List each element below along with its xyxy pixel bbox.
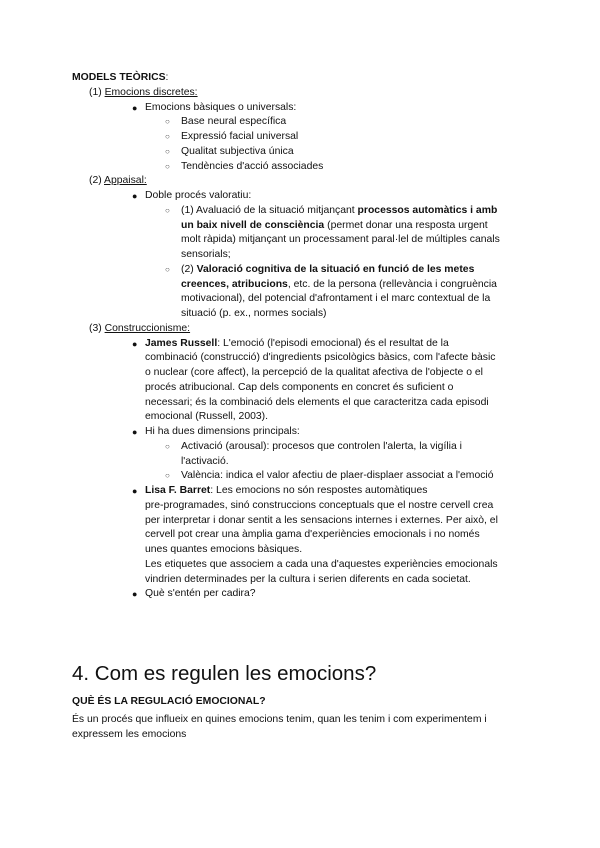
circle-bullet-icon: ○ [165,161,170,171]
circle-bullet-icon: ○ [165,441,170,451]
bullet-line [0,528,600,543]
circle-bullet-icon: ○ [165,146,170,156]
sub-bullet-line [0,469,600,484]
sub-bullet-line [0,204,600,219]
bullet-icon: ● [132,486,138,496]
sub-bullet-item [0,204,600,263]
section-title-text: Appaisal: [104,175,147,187]
sub-bullet-line [0,278,600,293]
paragraph [72,712,487,742]
circle-bullet-icon: ○ [165,205,170,215]
bullet-line [0,499,600,514]
bullet-item [0,484,600,587]
theory-section [0,86,600,175]
section-title [0,86,600,101]
sub-bullet-item [0,440,600,470]
theory-section [0,322,600,602]
bold-text: Valoració cognitiva de la situació en funció de les metes [196,263,475,275]
sub-bullet-line [0,160,600,175]
sub-bullet-line [0,248,600,263]
text-run: combinació (construcció) d'ingredients psicològics bàsics, com l'afecte bàsic [145,352,496,364]
bullet-line [0,514,600,529]
bullet-line [0,543,600,558]
text-run: procés atribucional. Cap dels components en concret és suficient o [145,381,454,393]
models-title [0,71,600,86]
bullet-line [0,396,600,411]
text-run: : L'emoció (l'episodi emocional) és el resultat de la [217,337,449,349]
text-run: Tendències d'acció associades [181,160,324,172]
text-run: (2) [181,263,197,275]
text-run: situació (p. ex., normes socials) [181,308,327,319]
section-heading: 4. Com es regulen les emocions? [72,662,377,685]
text-run: Les etiquetes que associem a cada una d'aquestes experiències emocionals [145,558,498,570]
bold-text: un baix nivell de consciència [181,219,325,231]
text-run: cervell pot crear una àmplia gama d'experiències emocionals i no només [145,529,480,541]
bullet-line [0,337,600,352]
sub-bullet-item [0,263,600,322]
bullet-line [0,558,600,573]
paragraph-line: És un procés que influeix en quines emocions tenim, quan les tenim i com experimentem i [72,714,487,725]
circle-bullet-icon: ○ [165,264,170,274]
bullet-icon: ● [132,427,138,437]
text-run: sensorials; [181,249,231,260]
paragraph-line: expressem les emocions [72,729,187,740]
text-run: necessari; és la combinació dels elements el que caracteritza cada episodi [145,396,489,408]
text-run: molt ràpida) mitjançant un processament paral·lel de múltiples canals [181,234,500,246]
sub-bullet-line [0,292,600,307]
sub-bullet-line [0,115,600,130]
theory-section [0,174,600,322]
bullet-line [0,573,600,588]
circle-bullet-icon: ○ [165,471,170,481]
bullet-item [0,425,600,484]
sections [0,86,600,602]
circle-bullet-icon: ○ [165,117,170,127]
section-number: (3) [89,322,105,334]
sub-bullet-line [0,307,600,322]
sub-bullet-item [0,469,600,484]
text-run: per interpretar i donar sentit a les sensacions internes i externes. Per això, el [145,514,498,526]
circle-bullet-icon: ○ [165,132,170,141]
bullet-icon: ● [132,191,138,201]
text-run: Expressió facial universal [181,131,299,142]
sub-bullet-line [0,233,600,248]
text-run: , etc. de la persona (rellevància i congruència [287,278,497,290]
text-run: Hi ha dues dimensions principals: [145,426,300,437]
text-run: Qualitat subjectiva única [181,145,294,157]
text-run: unes quantes emocions bàsiques. [145,544,303,555]
text-run: vindrien determinades per la cultura i serien diferents en cada societat. [145,573,471,585]
bullet-line [0,101,600,116]
sub-bullet-item [0,160,600,175]
section-number: (1) [89,86,105,98]
text-run: Activació (arousal): procesos que controlen l'alerta, la vigília i [181,440,462,452]
section-title-text: Construccionisme: [104,322,191,334]
bullet-item [0,189,600,322]
bullet-line [0,189,600,204]
bold-text: processos automàtics i amb [357,204,498,216]
text-run: Base neural específica [181,116,287,128]
sub-bullet-line [0,145,600,160]
sub-bullet-line [0,455,600,470]
text-run: (1) Avaluació de la situació mitjançant [181,204,358,216]
text-run: pre-programades, sinó construccions conceptuals que el nostre cervell crea [145,499,494,511]
sub-bullet-item [0,115,600,130]
text-run: Què s'entén per cadira? [145,588,256,600]
section-number: (2) [89,175,105,187]
text-run: : Les emocions no són respostes automàtiques [210,485,428,496]
sub-bullet-line [0,440,600,455]
text-run: emocional (Russell, 2003). [145,411,269,423]
text-run: Doble procés valoratiu: [145,190,252,201]
models-title-colon: : [165,72,169,83]
sub-bullet-line [0,219,600,234]
sub-bullet-item [0,145,600,160]
text-run: o nuclear (core affect), la percepció de la qualitat afectiva de l'objecte o el [145,367,483,378]
bold-text: creences, atribucions [181,278,288,290]
sub-bullet-item [0,130,600,145]
text-run: (permet donar una resposta urgent [324,219,488,231]
section-title-text: Emocions discretes: [104,86,198,98]
bullet-item [0,587,600,602]
bullet-item [0,101,600,175]
sub-bullet-line [0,130,600,145]
bullet-icon: ● [132,589,138,600]
bullet-item [0,337,600,426]
sub-bullet-line [0,263,600,278]
bullet-line [0,410,600,425]
section-title [0,174,600,189]
bullet-line [0,381,600,396]
bullet-line [0,484,600,499]
text-run: motivacional), del potencial d'afrontament i el marc contextual de la [181,293,491,305]
bullet-line [0,351,600,366]
bold-text: Lisa F. Barret [145,485,211,496]
text-run: l'activació. [181,455,229,467]
section-title [0,322,600,337]
bullet-icon: ● [132,338,138,349]
document-body [0,71,600,602]
bold-text: James Russell [145,337,218,349]
bullet-icon: ● [132,102,138,113]
bullet-line [0,366,600,381]
text-run: Emocions bàsiques o universals: [145,101,297,113]
models-title-text: MODELS TEÒRICS [72,72,166,83]
bullet-line [0,587,600,602]
subheading: QUÈ ÉS LA REGULACIÓ EMOCIONAL? [72,696,266,707]
bullet-line [0,425,600,440]
text-run: València: indica el valor afectiu de plaer-displaer associat a l'emoció [181,470,494,482]
